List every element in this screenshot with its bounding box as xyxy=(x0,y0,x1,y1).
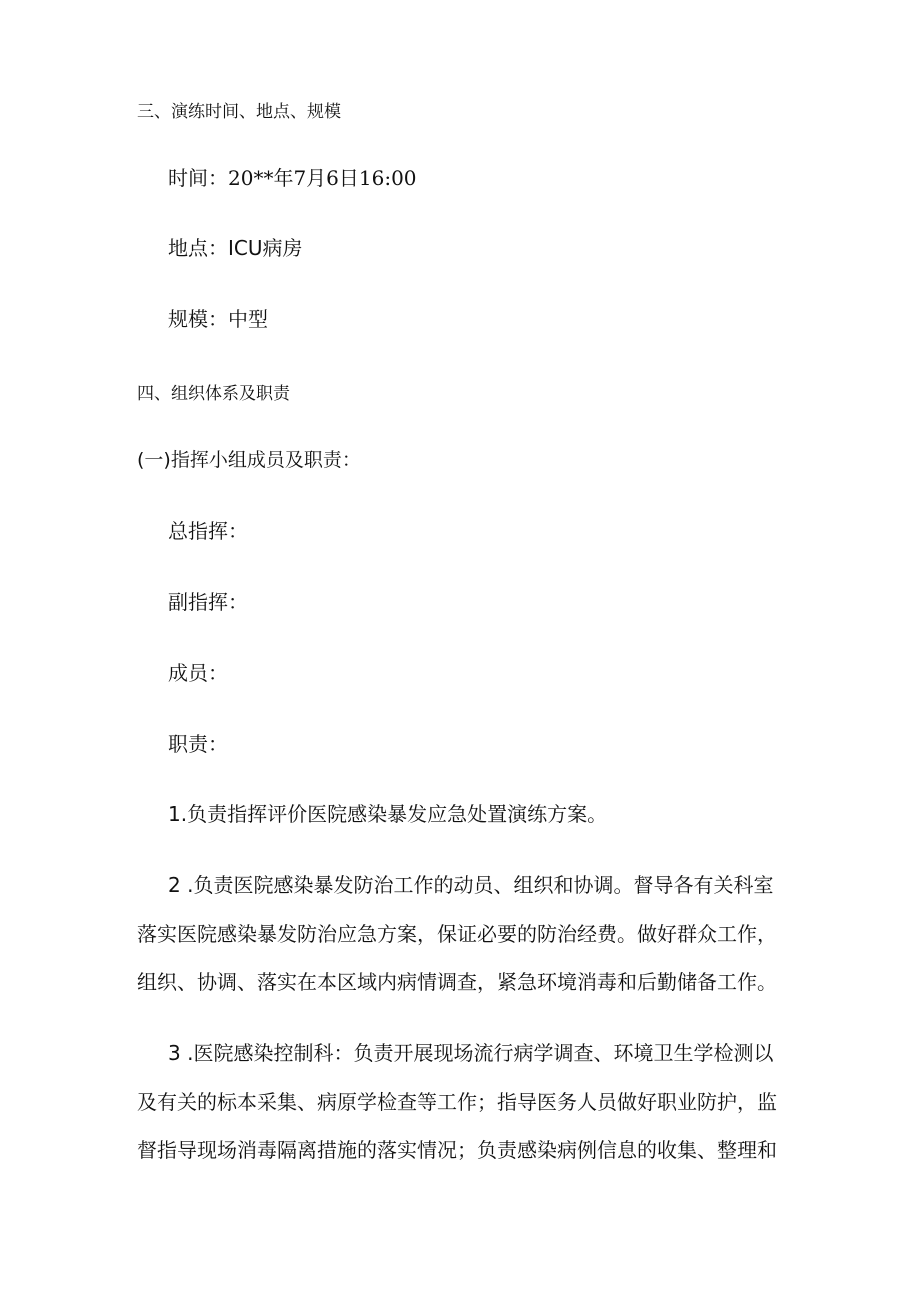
duty-item-2-line-3: 组织、协调、落实在本区域内病情调查，紧急环境消毒和后勤储备工作。 xyxy=(137,970,777,994)
section-3-heading: 三、演练时间、地点、规模 xyxy=(137,102,341,122)
duty-item-2-line-2: 落实医院感染暴发防治应急方案，保证必要的防治经费。做好群众工作， xyxy=(137,922,777,946)
duties-label: 职责： xyxy=(168,732,228,756)
duty-item-3-line-1: 3 .医院感染控制科：负责开展现场流行病学调查、环境卫生学检测以 xyxy=(168,1041,774,1065)
drill-scale: 规模：中型 xyxy=(168,307,268,331)
command-group-subheading: (一)指挥小组成员及职责： xyxy=(137,449,361,471)
duty-item-1: 1.负责指挥评价医院感染暴发应急处置演练方案。 xyxy=(168,802,608,826)
drill-time: 时间：20**年7月6日16:00 xyxy=(168,166,417,190)
section-4-heading: 四、组织体系及职责 xyxy=(137,384,290,404)
deputy-commander-label: 副指挥： xyxy=(168,590,248,614)
duty-item-3-line-2: 及有关的标本采集、病原学检查等工作；指导医务人员做好职业防护，监 xyxy=(137,1090,777,1114)
drill-location: 地点：ICU病房 xyxy=(168,236,303,260)
duty-item-2-line-1: 2 .负责医院感染暴发防治工作的动员、组织和协调。督导各有关科室 xyxy=(168,873,774,897)
duty-item-3-line-3: 督指导现场消毒隔离措施的落实情况；负责感染病例信息的收集、整理和 xyxy=(137,1138,777,1162)
members-label: 成员： xyxy=(168,661,228,685)
chief-commander-label: 总指挥： xyxy=(168,519,248,543)
